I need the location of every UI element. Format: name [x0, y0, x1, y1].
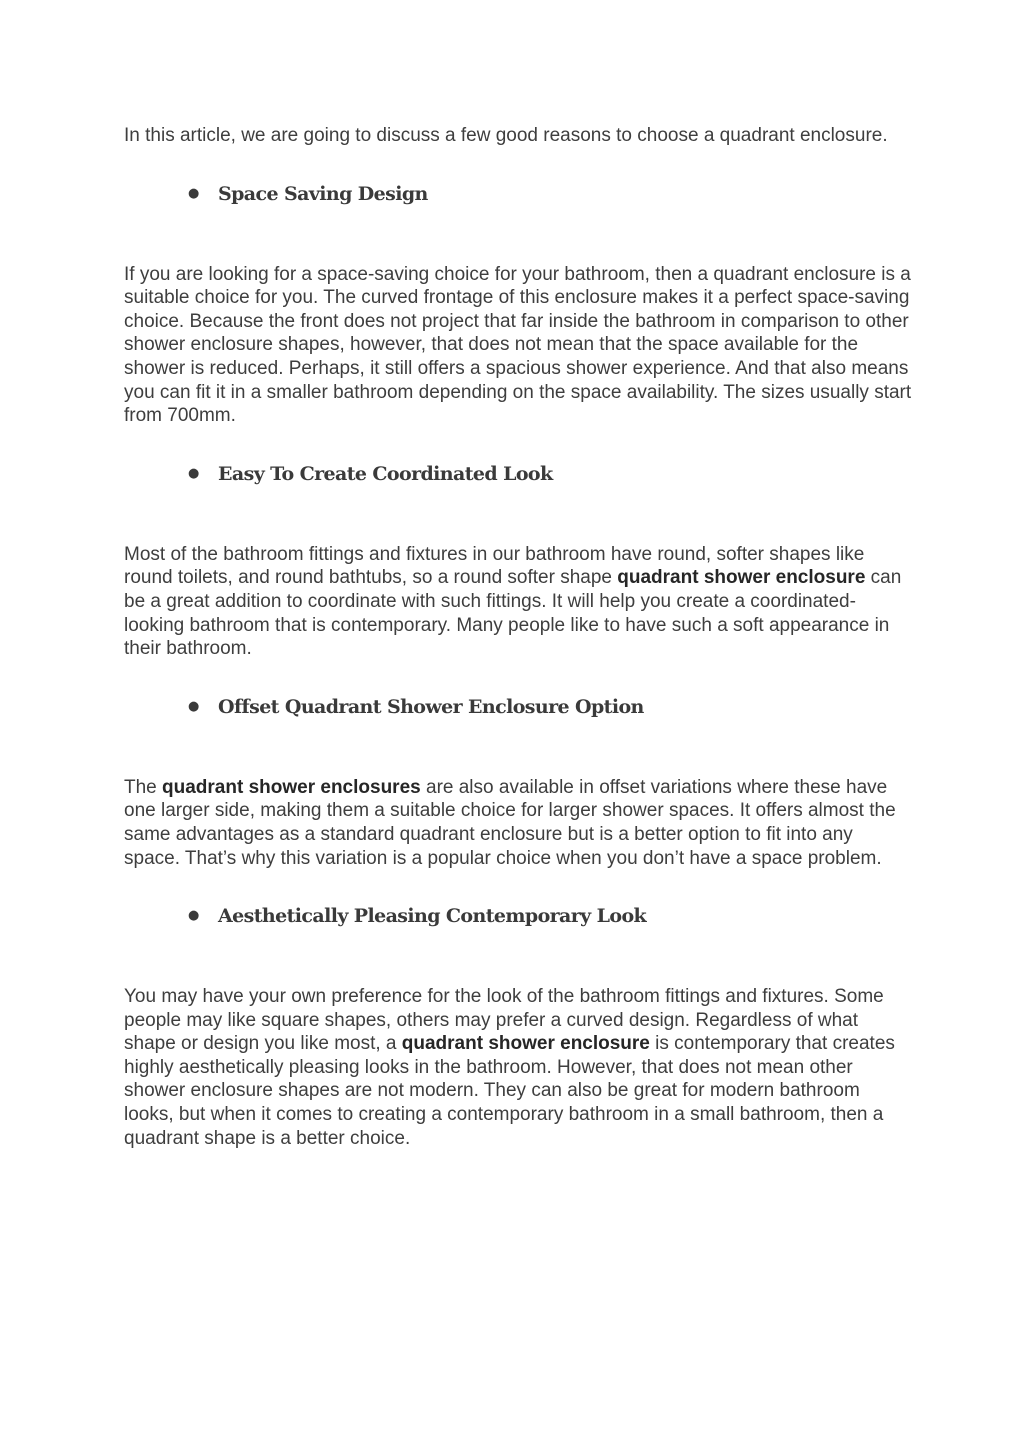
body-text: You may have your own preference for the look of the bathroom fittings and fixtures. Some people may like square shapes, others may prefer a curved design. Regardless of what shape or design you like most, a [124, 986, 884, 1055]
bold-keyword: quadrant shower enclosures [162, 776, 421, 798]
document-page [124, 124, 914, 1150]
intro-paragraph: In this article, we are going to discuss a few good reasons to choose a quadrant enclosure. [124, 125, 888, 146]
bullet-icon: ● [188, 698, 199, 714]
section-heading [124, 461, 914, 487]
section-body [124, 776, 914, 870]
bold-keyword: quadrant shower enclosure [617, 567, 866, 589]
bullet-icon: ● [188, 465, 199, 481]
section-heading-text: Aesthetically Pleasing Contemporary Look [218, 905, 647, 928]
body-text: can be a great addition to coordinate with such fittings. It will help you create a coordinated-looking bathroom that is contemporary. Many people like to have such a soft appearance in their bathroom. [124, 567, 902, 660]
body-text: are also available in offset variations where these have one larger side, making them a suitable choice for larger shower spaces. It offers almost the same advantages as a standard quadrant enclosure but is a better option to fit into any space. That’s why this variation is a popular choice when you don’t have a space problem. [124, 776, 896, 869]
section-body [124, 985, 914, 1150]
section-heading-text: Offset Quadrant Shower Enclosure Option [218, 695, 644, 718]
section-space-saving [124, 181, 914, 461]
section-offset-quadrant [124, 694, 914, 903]
section-aesthetic-look [124, 903, 914, 1150]
bullet-icon: ● [188, 908, 199, 924]
section-heading [124, 903, 914, 929]
section-body [124, 543, 914, 661]
section-heading [124, 181, 914, 207]
bold-keyword: quadrant shower enclosure [401, 1033, 650, 1055]
section-heading-text: Easy To Create Coordinated Look [218, 462, 553, 485]
section-coordinated-look [124, 461, 914, 694]
body-text: The [124, 776, 163, 798]
bullet-icon: ● [188, 185, 199, 201]
body-text: Most of the bathroom fittings and fixtures in our bathroom have round, softer shapes like round toilets, and round bathtubs, so a round softer shape [124, 543, 865, 589]
body-text: If you are looking for a space-saving choice for your bathroom, then a quadrant enclosure is a suitable choice for you. The curved frontage of this enclosure makes it a perfect space-saving choice. Because the front does not project that far inside the bathroom in comparison to other shower enclosure shapes, however, that does not mean that the space available for the shower is reduced. Perhaps, it still offers a spacious shower experience. And that also means you can fit it in a smaller bathroom depending on the space availability. The sizes usually start from 700mm. [124, 263, 912, 427]
section-heading-text: Space Saving Design [218, 182, 428, 205]
section-body [124, 263, 914, 428]
body-text: is contemporary that creates highly aesthetically pleasing looks in the bathroom. However, that does not mean other shower enclosure shapes are not modern. They can also be great for modern bathroom looks, but when it comes to creating a contemporary bathroom in a small bathroom, then a quadrant shape is a better choice. [124, 1033, 895, 1149]
section-heading [124, 694, 914, 720]
